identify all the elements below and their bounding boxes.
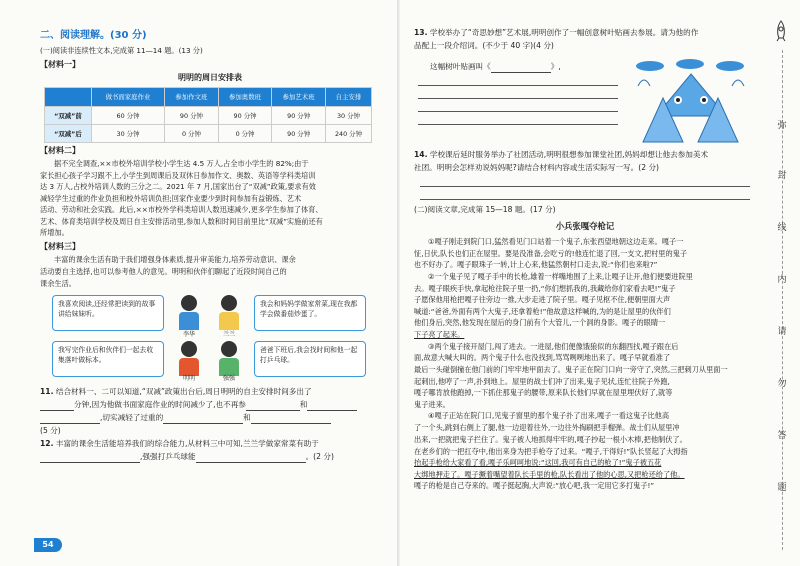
table-row	[45, 124, 372, 142]
question-11-line2	[40, 398, 380, 411]
kid-name: 李华	[182, 331, 195, 339]
answer-blank[interactable]	[251, 414, 331, 424]
seal-char: 答	[777, 431, 787, 441]
answer-blank[interactable]	[40, 453, 140, 463]
question-number: 12.	[40, 439, 54, 449]
material2-line: 所增加。	[40, 228, 69, 238]
speech-bubble: 爸爸下班后,我会找时间和他一起打乒乓球。	[254, 341, 366, 377]
answer-blank[interactable]	[40, 414, 100, 424]
dialogue-illustration	[40, 293, 380, 383]
seal-char: 题	[777, 483, 787, 493]
story-line: 子愿保他用枪把嘎子往旁边一推,大步走进了院子里。嘎子见枢不住,便朝里面大声	[414, 295, 671, 305]
seal-char: 线	[777, 223, 787, 233]
table-cell: 60 分钟	[91, 106, 164, 124]
speech-bubble: 我写完作业后和伙伴们一起去收集落叶做标本。	[52, 341, 164, 377]
section-title: 二、阅读理解。(30 分)	[40, 30, 147, 41]
table-cell: “双减”前	[45, 106, 92, 124]
story-line: 下子亮了起来。	[414, 329, 465, 339]
question-text: 学校举办了“奇思妙想”艺术展,明明创作了一幅创意树叶贴画去参展。请为他的作	[429, 28, 699, 37]
table-cell: 90 分钟	[272, 124, 326, 142]
seal-char: 封	[777, 171, 787, 181]
answer-line[interactable]	[418, 86, 618, 99]
part2-intro: (二)阅读文章,完成第 15—18 题。(17 分)	[414, 205, 556, 214]
material3-line: 丰富的课余生活有助于我们增强身体素质,提升审美能力,培养劳动意识、课余	[54, 255, 296, 265]
material3-line: 课余生活。	[40, 278, 76, 288]
story-line: 抬起手枪给大家看了看,嘎子乐呵呵地说:“这回,我可有自己的枪了!”鬼子被五花	[414, 458, 662, 468]
seal-char: 请	[777, 327, 787, 337]
kid-figure	[216, 295, 242, 331]
seal-char: 勿	[777, 379, 787, 389]
answer-blank[interactable]	[40, 401, 74, 411]
question-number: 14.	[414, 150, 428, 159]
table-header: 参加作文班	[165, 87, 219, 106]
kid-figure	[176, 295, 202, 331]
question-text: ,切实减轻了过重的	[100, 413, 164, 423]
story-line: 喊道:“爸爸,外面有两个大鬼子,还拿着枪!”他故意这样喊的,为的是让屋里的伙伴们	[414, 306, 671, 316]
question-13-line2	[414, 39, 756, 52]
table-header-row	[45, 87, 372, 106]
story-line: 他们身后,突然,他发现在屋后的身门前有个大管儿,一个洞的身影。嘎子的眼睛一	[414, 318, 666, 328]
table-header: 参加奥数班	[218, 87, 272, 106]
story-line: 起刺出,他哼了一声,扑到地上。屋里的战士们冲了出来,鬼子见状,连忙往院子外跑,	[414, 376, 670, 386]
story-line: 大绑地押走了。嘎子撅着嘴望着队长手里的枪,队长看出了他的心思,又把枪还给了他。	[414, 469, 685, 479]
kid-figure	[176, 341, 202, 377]
reading-intro: (一)阅读非连续性文本,完成第 11—14 题。(13 分)	[40, 46, 203, 55]
question-11-line3	[40, 411, 380, 424]
story-line: 嘎子哪肯放他跑掉,一下抓住那鬼子的腰带,原来队长他们早就在屋里埋伏好了,就等	[414, 388, 673, 398]
story-line: ②一个鬼子见了嘎子手中的长枪,雄着一样嘴地围了上来,让嘎子让开,他们便要进院里	[428, 271, 693, 281]
question-14	[414, 148, 756, 161]
q13-start	[430, 60, 618, 73]
table-cell: 0 分钟	[218, 124, 272, 142]
kid-name: 强强	[222, 375, 235, 383]
question-11-score: (5 分)	[40, 426, 61, 436]
question-text: 丰富的课余生活能培养我们的综合能力,从材料三中可知,兰兰学做家常菜有助于	[55, 439, 319, 449]
question-score: 。(2 分)	[305, 452, 334, 462]
story-title: 小兵张嘎夺枪记	[555, 220, 615, 231]
story-line: 也不好办了。嘎子眼珠子一转,计上心来,他猛然朝村口走去,说:“你们也来啦?”	[414, 260, 658, 270]
leaf-collage-image	[628, 56, 754, 146]
kid-name: 兰兰	[222, 331, 235, 339]
table-cell: 30 分钟	[325, 106, 371, 124]
table-header	[45, 87, 92, 106]
material2-line: 活动、劳动和社会实践。此后,××市校外学科类培训人数迅速减少,更多学生参加了体育、	[40, 205, 323, 215]
story-line: ④嘎子正站在院门口,见鬼子窗里的那个鬼子扑了出来,嘎子一看这鬼子比他高	[428, 411, 670, 421]
question-text: 分钟,因为他做书面家庭作业的时间减少了,也不再参	[74, 400, 246, 410]
answer-blank[interactable]	[196, 453, 306, 463]
table-cell: 0 分钟	[165, 124, 219, 142]
question-number: 11.	[40, 387, 54, 397]
table-header: 自主安排	[325, 87, 371, 106]
story-line: 面,故意大喊大叫的。两个鬼子什么也没找到,骂骂咧咧地出来了。嘎子早就看准了	[414, 353, 671, 363]
answer-line[interactable]	[420, 174, 750, 187]
table-cell: 240 分钟	[325, 124, 371, 142]
answer-line[interactable]	[418, 112, 618, 125]
table-header: 做书面家庭作业	[91, 87, 164, 106]
table-header: 参加艺术班	[272, 87, 326, 106]
table-cell: 90 分钟	[272, 106, 326, 124]
speech-bubble: 我会和妈妈学做家常菜,现在我都学会做番茄炒蛋了。	[254, 295, 366, 331]
question-text: 学校课后延时服务举办了社团活动,明明很想参加课堂社团,妈妈却想让他去参加美术	[429, 150, 709, 159]
schedule-table	[44, 87, 372, 143]
question-hint: (不少于 40 字)(4 分)	[482, 41, 554, 50]
story-line: 嘎子的枪是自己夺来的。嘎子挺起胸,大声说:“放心吧,我一定用它多打鬼子!”	[414, 481, 655, 491]
question-14-line2: 社团。明明会怎样劝说妈妈呢?请结合材料内容或生活实际写一写。(2 分)	[414, 163, 660, 172]
answer-blank[interactable]	[307, 401, 357, 411]
table-row	[45, 106, 372, 124]
material2-line: 达 3 万人,占校外培训人数的三分之二。2021 年 7 月,国家出台了“双减”政策,要求有效	[40, 182, 316, 192]
story-line: 去。嘎子眼疾手快,拿起枪往院子里一扔,“你们想抓我的,我藏给你们家看去吧!”鬼子	[414, 283, 676, 293]
seal-line-sidebar	[764, 0, 800, 566]
q13-answer-area	[414, 56, 756, 148]
question-text: 结合材料一、二可以知道,“双减”政策出台后,周日明明的自主安排时间多出了	[55, 387, 312, 397]
q13-start-text: 这幅树叶贴画叫《	[430, 62, 491, 71]
table-cell: “双减”后	[45, 124, 92, 142]
kid-name: 明明	[182, 375, 195, 383]
question-text: ,强强打乒乓球能	[140, 452, 196, 462]
question-number: 13.	[414, 28, 428, 37]
answer-line[interactable]	[418, 73, 618, 86]
question-text: 和	[243, 413, 251, 423]
kid-figure	[216, 341, 242, 377]
story-line: 出来,一把就把鬼子拦住了。鬼子被人地抓得牢牢的,嘎子抄起一根小木棒,把他制伏了。	[414, 434, 687, 444]
story-line: 了一个头,跳到右侧上了腿,他一边迎着往外,一边往外掏刷把手榴弹。战士们从屋里冲	[414, 423, 680, 433]
material3-line: 活动要自主选择,也可以参考他人的意见。明明和伙伴们聊起了近段时间自己的	[40, 266, 287, 276]
answer-line[interactable]	[418, 99, 618, 112]
material2-line: 据不完全调查,××市校外培训学校小学生达 4.5 万人,占全市小学生的 82%;由于	[54, 158, 309, 168]
material2-line: 家长担心孩子学习跟不上,小学生到周课后及双休日参加作文、奥数、英语等学科类培训	[40, 170, 316, 180]
material1-label: 【材料一】	[40, 59, 80, 69]
answer-line[interactable]	[420, 187, 750, 200]
table-cell: 90 分钟	[218, 106, 272, 124]
title-blank[interactable]	[491, 63, 551, 73]
material2-line: 减轻学生过重的作业负担和校外培训负担;回家作业要少到时间参加有益锻炼、艺术	[40, 193, 302, 203]
material2-label: 【材料二】	[40, 145, 80, 155]
story-line: 最后一头碰倒撞在他门前的门牢牢地甲面去了。鬼子正在院门口向一旁守了,突然,三把刺刀从里面一	[414, 365, 728, 375]
seal-char: 弥	[777, 121, 787, 131]
question-12	[40, 437, 380, 450]
seal-char: 内	[777, 275, 787, 285]
material2-line: 艺术、体育类培训学校及周日自主安排活动里,参加人数和时间目前里比“双减”实施前还有	[40, 216, 323, 226]
table-cell: 90 分钟	[165, 106, 219, 124]
question-13	[414, 26, 756, 39]
table-title: 明明的周日安排表	[178, 72, 242, 82]
question-text: 品配上一段介绍词。	[414, 41, 483, 50]
story-line: ③两个鬼子接开屋门,闯了进去。一进屋,他们便像饿狼似的东翻西找,嘎子跟在后	[428, 341, 679, 351]
rocket-icon	[774, 20, 788, 42]
answer-blank[interactable]	[163, 414, 243, 424]
story-line: 怔,日伏,队长也们正在屋里。要是没准备,会吃亏的!他连忙退了回,一支文,把村里的鬼子	[414, 248, 688, 258]
story-line: ①嘎子刚走到院门口,猛然看见门口站着一个鬼子,东张西望地朝这边走来。嘎子一	[428, 236, 684, 246]
story-line: 在老乡们的一把扛夺中,他出来身为把手枪夺了过来。“嘎子,干得好!”队长竖起了大拇指	[414, 446, 688, 456]
answer-blank[interactable]	[246, 401, 300, 411]
question-12-line2	[40, 450, 380, 463]
right-page	[400, 0, 800, 566]
material3-label: 【材料三】	[40, 242, 80, 252]
q13-writing-box	[418, 56, 618, 144]
speech-bubble: 我喜欢阅读,还经常把读到的故事讲给妹妹听。	[52, 295, 164, 331]
page-number: 54	[34, 538, 62, 552]
question-11	[40, 385, 380, 398]
question-text: 和	[299, 400, 308, 410]
table-cell: 30 分钟	[91, 124, 164, 142]
story-line: 鬼子进来。	[414, 399, 450, 409]
q13-start-end: 》,	[550, 62, 561, 71]
